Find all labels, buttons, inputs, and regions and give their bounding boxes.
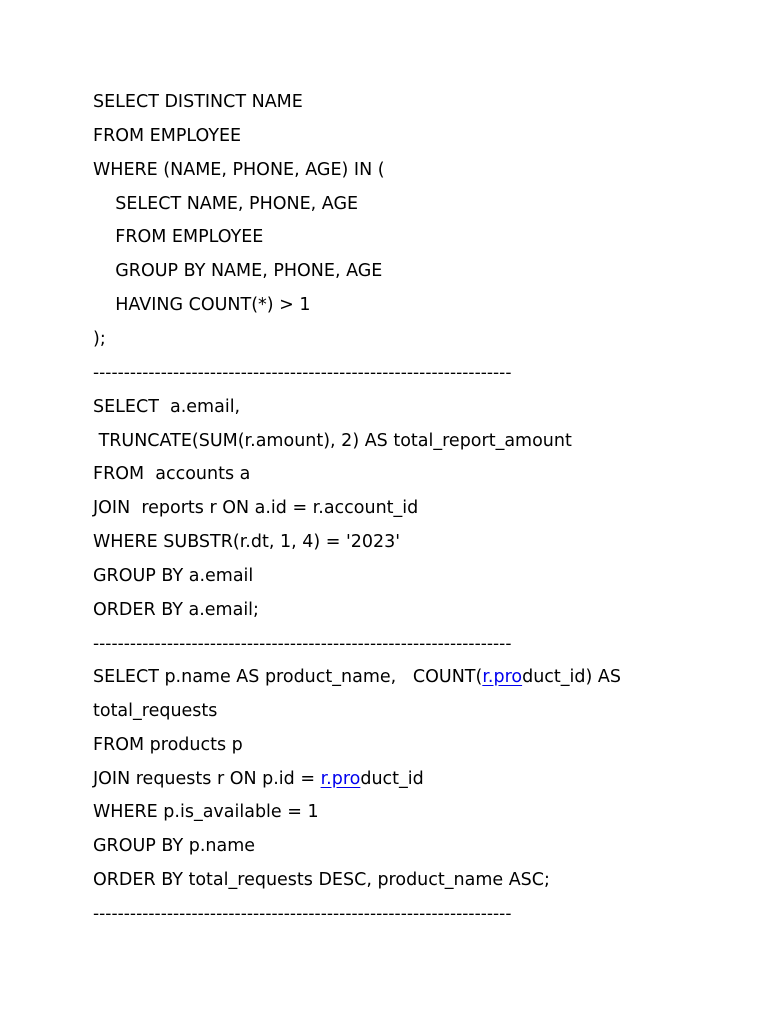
sql-text: SELECT p.name AS product_name, COUNT( — [93, 667, 483, 687]
sql-line — [93, 768, 424, 790]
sql-line: WHERE (NAME, PHONE, AGE) IN ( — [93, 160, 385, 180]
sql-line: HAVING COUNT(*) > 1 — [93, 295, 311, 315]
sql-line: GROUP BY p.name — [93, 836, 256, 856]
sql-line — [93, 666, 621, 688]
separator-line: -------------------------------------------------------------------- — [93, 634, 512, 654]
sql-line: ); — [93, 329, 106, 349]
sql-line: FROM EMPLOYEE — [93, 227, 264, 247]
hyperlink[interactable]: r.pro — [482, 667, 523, 687]
sql-line: GROUP BY NAME, PHONE, AGE — [93, 261, 383, 281]
sql-line: GROUP BY a.email — [93, 566, 254, 586]
sql-line: SELECT a.email, — [93, 397, 241, 417]
sql-line: FROM accounts a — [93, 464, 251, 484]
separator-line: -------------------------------------------------------------------- — [93, 904, 512, 924]
separator-line: -------------------------------------------------------------------- — [93, 363, 512, 383]
sql-line: WHERE p.is_available = 1 — [93, 802, 319, 822]
sql-line: SELECT DISTINCT NAME — [93, 92, 303, 112]
sql-text: duct_id — [360, 769, 424, 789]
hyperlink[interactable]: r.pro — [320, 769, 361, 789]
sql-line: SELECT NAME, PHONE, AGE — [93, 194, 359, 214]
sql-line: FROM EMPLOYEE — [93, 126, 242, 146]
sql-line: WHERE SUBSTR(r.dt, 1, 4) = '2023' — [93, 532, 401, 552]
sql-text: JOIN requests r ON p.id = — [93, 769, 321, 789]
sql-line: JOIN reports r ON a.id = r.account_id — [93, 498, 419, 518]
sql-line: total_requests — [93, 701, 218, 721]
sql-line: ORDER BY a.email; — [93, 600, 259, 620]
sql-line: TRUNCATE(SUM(r.amount), 2) AS total_report_amount — [93, 431, 572, 451]
sql-line: FROM products p — [93, 735, 243, 755]
sql-line: ORDER BY total_requests DESC, product_name ASC; — [93, 870, 550, 890]
sql-text: duct_id) AS — [522, 667, 621, 687]
